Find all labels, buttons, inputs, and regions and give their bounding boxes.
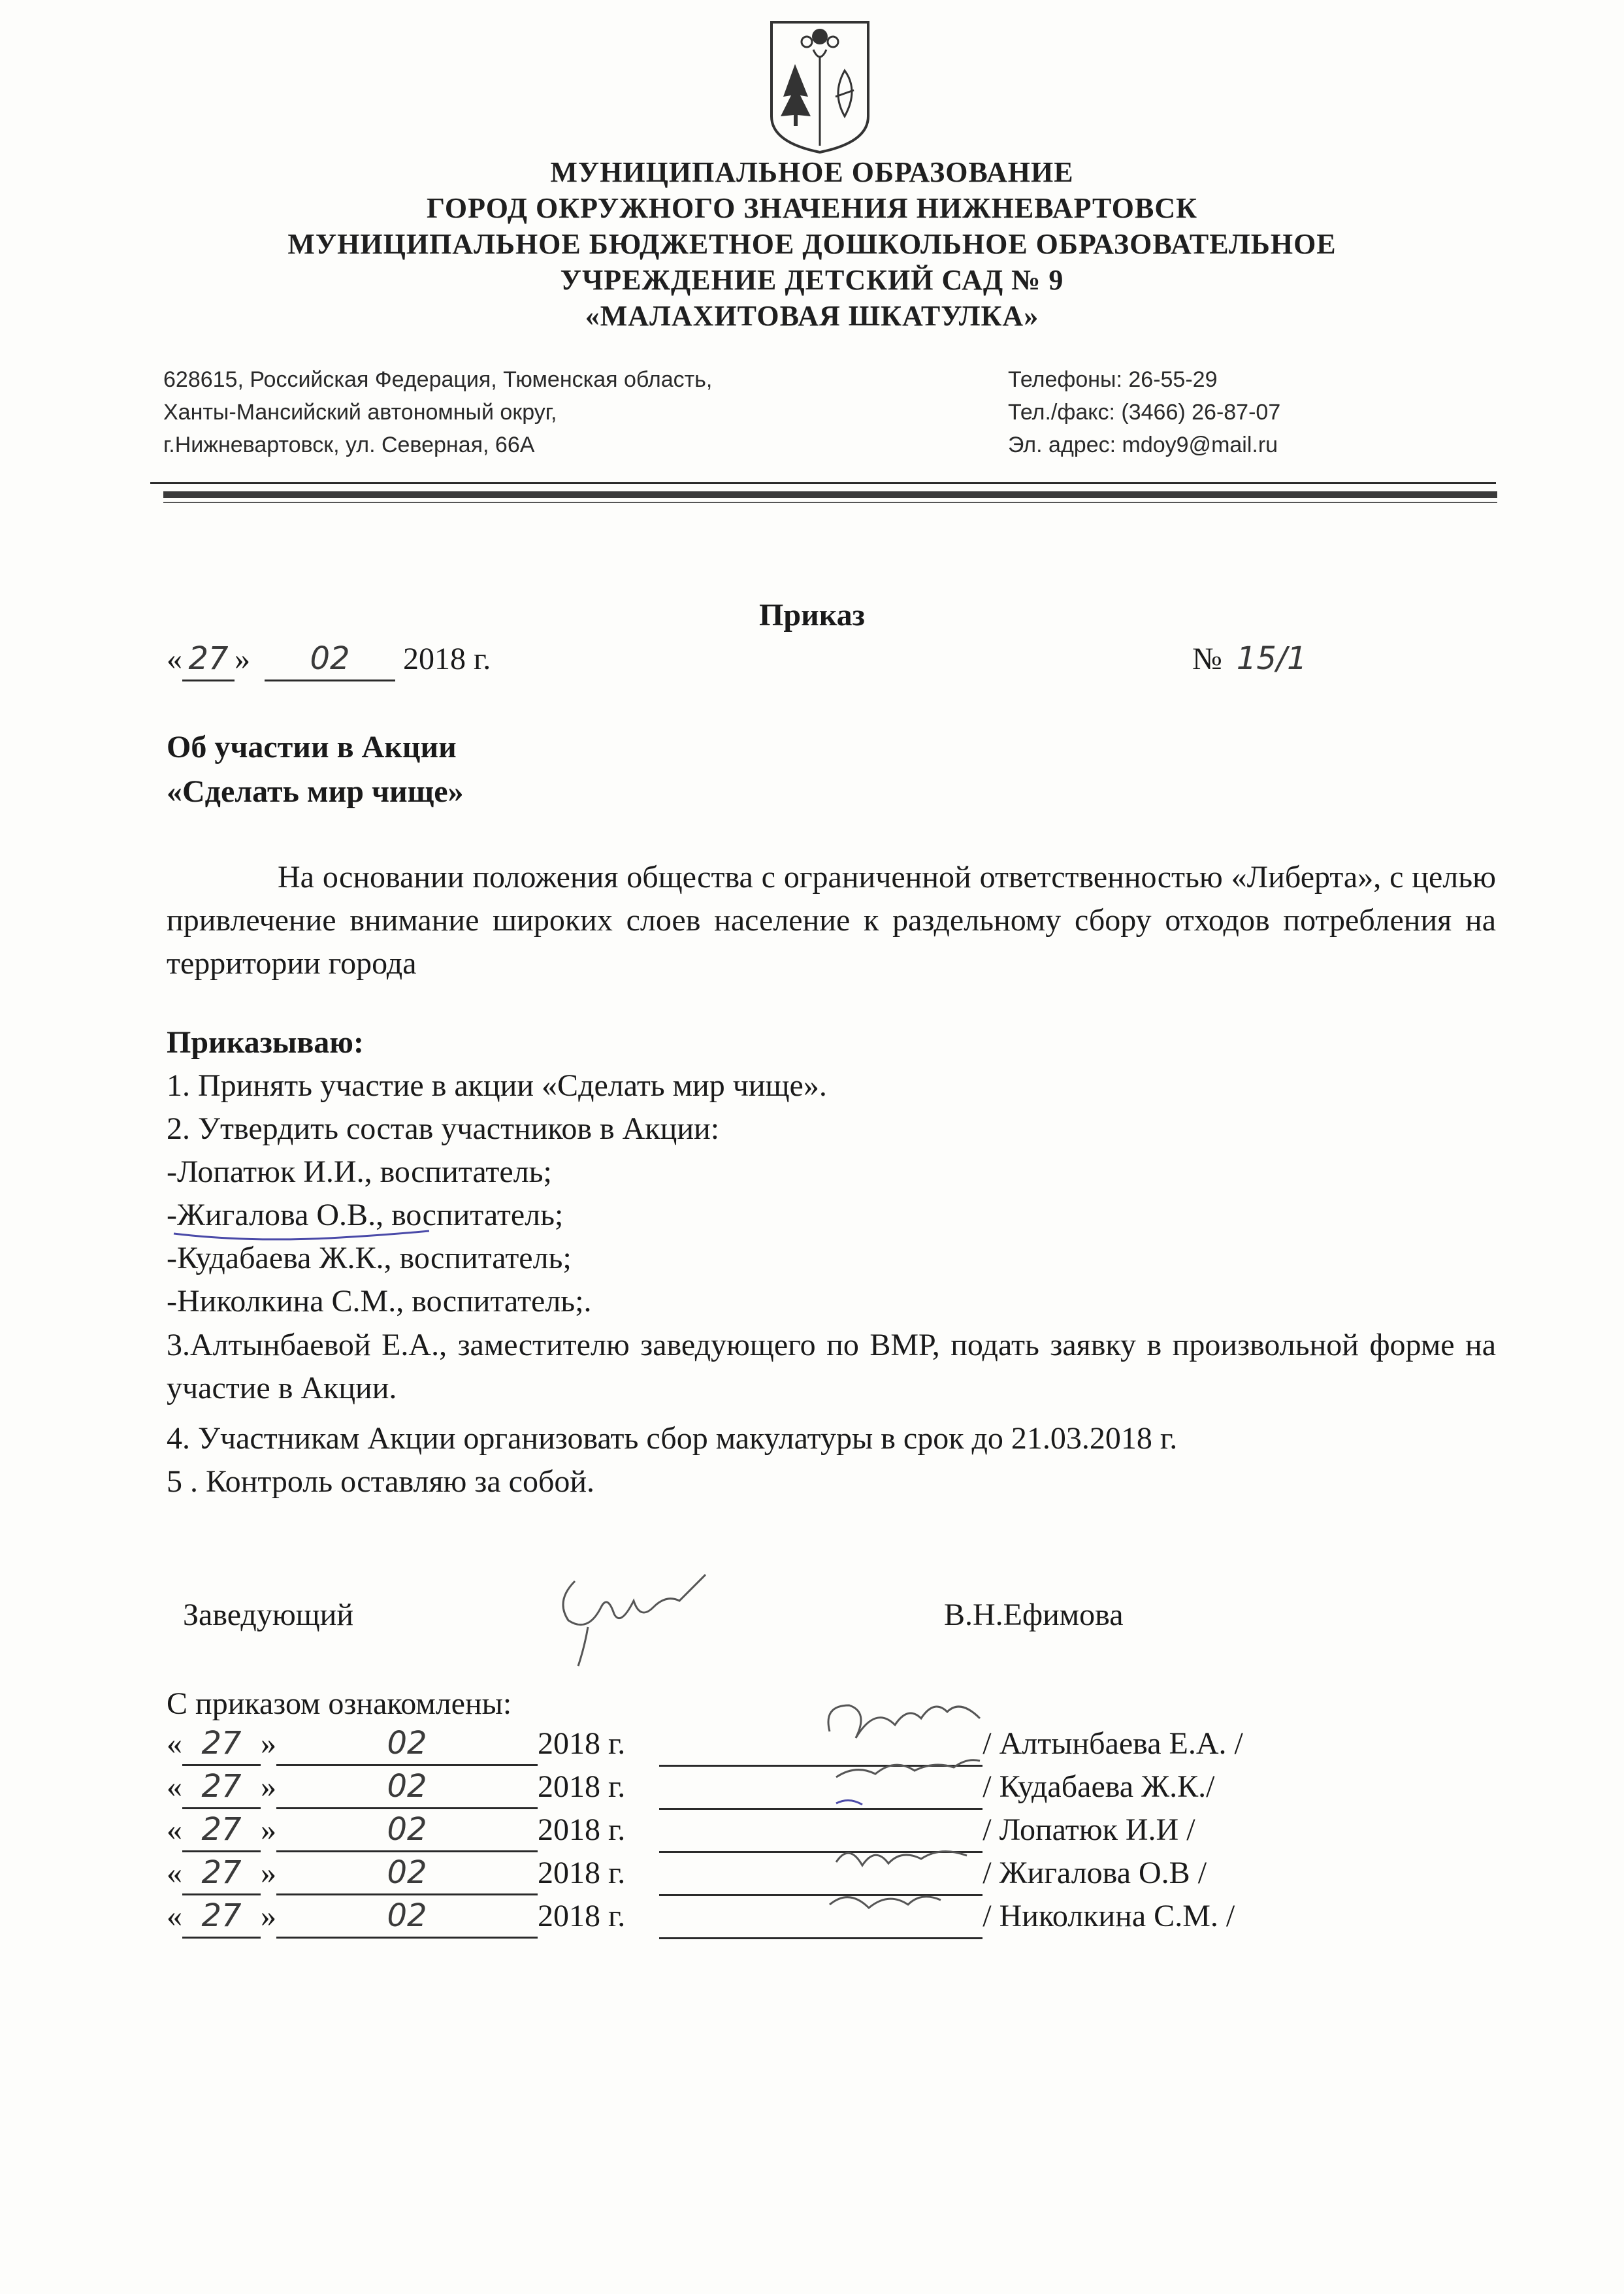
participant-4: -Николкина С.М., воспитатель;. (167, 1284, 592, 1319)
date-close-quote: » (235, 642, 250, 676)
header-divider-thick (163, 491, 1497, 498)
address-line-3: г.Нижневартовск, ул. Северная, 66А (163, 433, 535, 457)
ack-name: / Кудабаева Ж.К./ (983, 1769, 1215, 1804)
decree-item-1: 1. Принять участие в акции «Сделать мир чище». (167, 1068, 827, 1103)
order-number-handwritten: 15/1 (1236, 640, 1307, 677)
org-line-2: ГОРОД ОКРУЖНОГО ЗНАЧЕНИЯ НИЖНЕВАРТОВСК (426, 192, 1198, 224)
ack-month: 02 (276, 1852, 538, 1895)
ack-day: 27 (182, 1852, 261, 1895)
decree-heading: Приказываю: (167, 1025, 364, 1060)
contact-phone: Телефоны: 26-55-29 (1008, 367, 1218, 392)
date-day-handwritten: 27 (182, 638, 235, 681)
ack-name: / Жигалова О.В / (983, 1856, 1207, 1890)
order-date (167, 638, 491, 681)
acknowledgement-heading: С приказом ознакомлены: (167, 1686, 512, 1721)
ack-row: « 27 » 02 2018 г. / Кудабаева Ж.К./ (167, 1765, 1214, 1810)
signatory-position: Заведующий (183, 1598, 354, 1632)
ack-year: 2018 г. (538, 1856, 626, 1890)
org-line-4: УЧРЕЖДЕНИЕ ДЕТСКИЙ САД № 9 (560, 264, 1064, 296)
decree-item-4: 4. Участникам Акции организовать сбор макулатуры в срок до 21.03.2018 г. (167, 1421, 1178, 1456)
ack-month: 02 (276, 1765, 538, 1809)
ack-month: 02 (276, 1809, 538, 1852)
head-signature-icon (549, 1562, 719, 1673)
ack-name: / Алтынбаева Е.А. / (983, 1726, 1243, 1761)
ack-name: / Николкина С.М. / (983, 1899, 1235, 1933)
ack-year: 2018 г. (538, 1726, 626, 1761)
ack-row: « 27 » 02 2018 г. / Лопатюк И.И / (167, 1809, 1195, 1853)
ack-day: 27 (182, 1722, 261, 1766)
preamble-paragraph: На основании положения общества с ограниченной ответственностью «Либерта», с целью привлечение внимание широких слоев население к раздельному сбору отходов потребления на территории города (167, 860, 1496, 981)
date-year: 2018 г. (403, 642, 491, 676)
ack-row: « 27 » 02 2018 г. / Жигалова О.В / (167, 1852, 1207, 1896)
header-divider-thin (150, 482, 1496, 484)
ack-row: « 27 » 02 2018 г. / Николкина С.М. / (167, 1895, 1235, 1939)
ack-name: / Лопатюк И.И / (983, 1812, 1195, 1847)
order-title: Приказ (759, 598, 865, 632)
ack-day: 27 (182, 1809, 261, 1852)
ack-day: 27 (182, 1895, 261, 1939)
decree-item-2: 2. Утвердить состав участников в Акции: (167, 1111, 720, 1146)
ack-year: 2018 г. (538, 1899, 626, 1933)
decree-item-5: 5 . Контроль оставляю за собой. (167, 1464, 595, 1499)
ack-row: « 27 » 02 2018 г. / Алтынбаева Е.А. / (167, 1722, 1243, 1767)
order-number (1192, 638, 1307, 680)
ack-signatures-icon (810, 1692, 1006, 1941)
subject-line-1: Об участии в Акции (167, 730, 457, 764)
org-line-1: МУНИЦИПАЛЬНОЕ ОБРАЗОВАНИЕ (550, 156, 1074, 188)
ack-day: 27 (182, 1765, 261, 1809)
participant-3: -Кудабаева Ж.К., воспитатель; (167, 1241, 572, 1275)
org-line-3: МУНИЦИПАЛЬНОЕ БЮДЖЕТНОЕ ДОШКОЛЬНОЕ ОБРАЗОВАТЕЛЬНОЕ (287, 228, 1337, 260)
city-coat-of-arms-icon (768, 18, 872, 156)
participant-1: -Лопатюк И.И., воспитатель; (167, 1155, 552, 1189)
ack-month: 02 (276, 1895, 538, 1939)
contact-email: Эл. адрес: mdoy9@mail.ru (1008, 433, 1278, 457)
date-month-handwritten: 02 (265, 638, 395, 681)
ack-month: 02 (276, 1722, 538, 1766)
decree-item-3: 3.Алтынбаевой Е.А., заместителю заведующего по ВМР, подать заявку в произвольной форме на участие в Акции. (167, 1328, 1496, 1405)
address-line-1: 628615, Российская Федерация, Тюменская область, (163, 367, 713, 392)
order-number-label: № (1192, 642, 1222, 676)
address-line-2: Ханты-Мансийский автономный округ, (163, 400, 557, 425)
org-line-5: «МАЛАХИТОВАЯ ШКАТУЛКА» (585, 300, 1039, 332)
contact-fax: Тел./факс: (3466) 26-87-07 (1008, 400, 1281, 425)
signatory-name: В.Н.Ефимова (944, 1598, 1124, 1632)
date-open-quote: « (167, 642, 182, 676)
ack-year: 2018 г. (538, 1769, 626, 1804)
ack-year: 2018 г. (538, 1812, 626, 1847)
participant-2: -Жигалова О.В., воспитатель; (167, 1198, 564, 1232)
header-divider-thin-lower (163, 502, 1497, 503)
subject-line-2: «Сделать мир чище» (167, 774, 464, 809)
